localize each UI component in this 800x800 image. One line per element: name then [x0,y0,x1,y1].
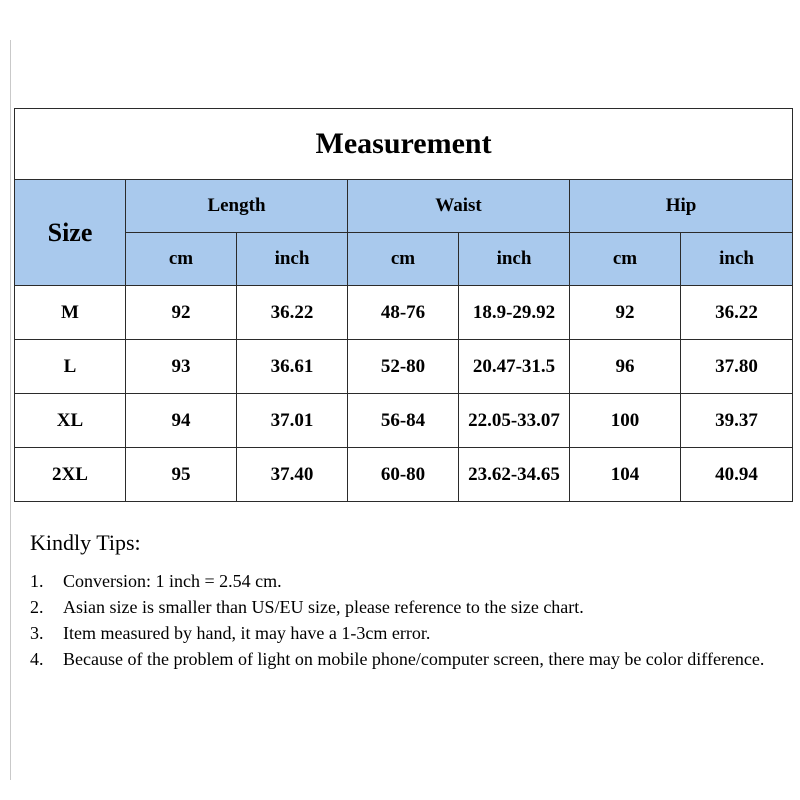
table-cell: 92 [126,286,237,340]
unit-header: cm [126,233,237,286]
unit-header: cm [348,233,459,286]
table-cell: 36.61 [237,340,348,394]
size-header: Size [15,180,126,286]
table-cell: 52-80 [348,340,459,394]
unit-header: inch [459,233,570,286]
size-cell: L [15,340,126,394]
unit-header: inch [237,233,348,286]
page-left-rule [10,40,11,780]
tip-text: Asian size is smaller than US/EU size, please reference to the size chart. [63,597,584,617]
tips-list [30,568,790,672]
tip-number: 1. [30,571,44,591]
table-row [15,394,793,448]
table-cell: 48-76 [348,286,459,340]
table-cell: 100 [570,394,681,448]
tip-text: Conversion: 1 inch = 2.54 cm. [63,571,282,591]
tip-number: 2. [30,597,44,617]
table-cell: 36.22 [237,286,348,340]
size-cell: XL [15,394,126,448]
table-cell: 104 [570,448,681,502]
table-cell: 95 [126,448,237,502]
table-cell: 96 [570,340,681,394]
tip-number: 4. [30,649,44,669]
table-row [15,340,793,394]
group-header-waist: Waist [348,180,570,233]
table-cell: 20.47-31.5 [459,340,570,394]
tip-text: Item measured by hand, it may have a 1-3cm error. [63,623,431,643]
table-cell: 92 [570,286,681,340]
table-cell: 56-84 [348,394,459,448]
table-cell: 93 [126,340,237,394]
tip-text: Because of the problem of light on mobile phone/computer screen, there may be color difference. [63,649,765,669]
unit-header: cm [570,233,681,286]
group-header-hip: Hip [570,180,793,233]
table-cell: 94 [126,394,237,448]
table-cell: 22.05-33.07 [459,394,570,448]
unit-header: inch [681,233,793,286]
table-row [15,286,793,340]
table-cell: 39.37 [681,394,793,448]
table-cell: 36.22 [681,286,793,340]
table-cell: 37.80 [681,340,793,394]
list-item [30,620,790,646]
table-cell: 37.40 [237,448,348,502]
table-title: Measurement [15,109,793,180]
tip-number: 3. [30,623,44,643]
list-item [30,594,790,620]
table-cell: 40.94 [681,448,793,502]
table-cell: 37.01 [237,394,348,448]
size-cell: 2XL [15,448,126,502]
tips-title: Kindly Tips: [30,530,141,555]
size-chart-table [14,108,793,502]
table-cell: 60-80 [348,448,459,502]
table-row [15,448,793,502]
list-item [30,646,790,672]
group-header-length: Length [126,180,348,233]
list-item [30,568,790,594]
size-cell: M [15,286,126,340]
table-cell: 18.9-29.92 [459,286,570,340]
table-cell: 23.62-34.65 [459,448,570,502]
